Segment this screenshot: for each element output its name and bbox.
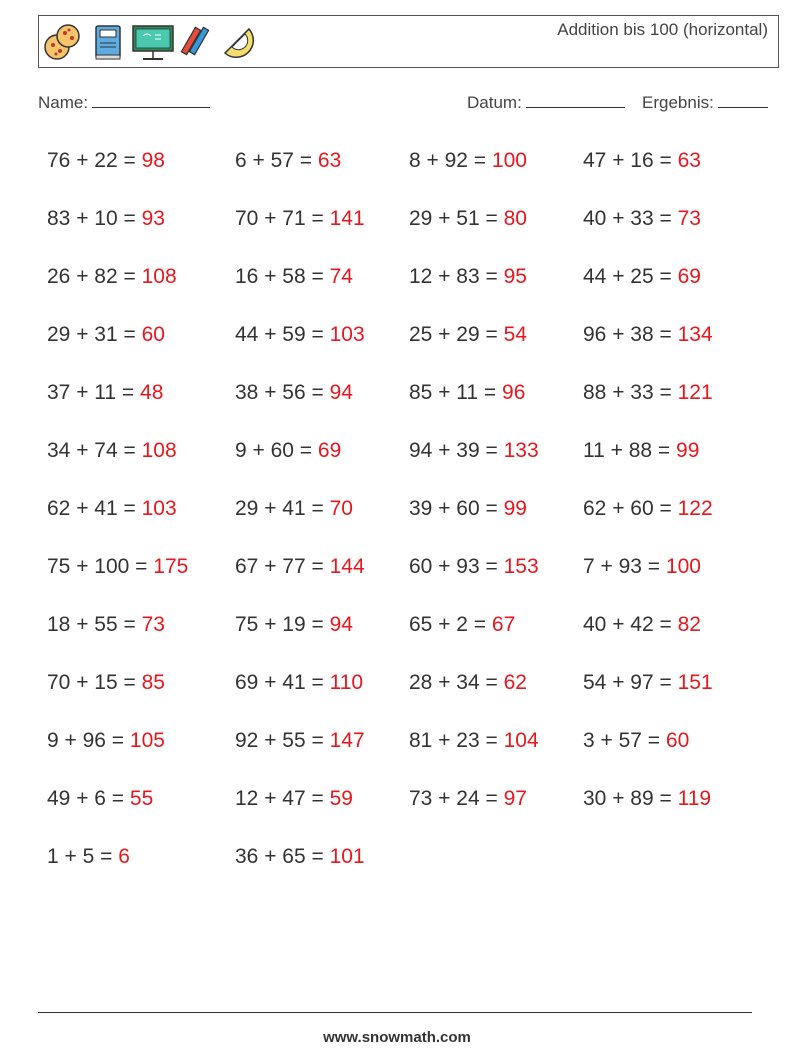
problem-answer: 99 xyxy=(503,497,527,520)
problem-question: 88 + 33 = xyxy=(583,381,678,404)
problem-answer: 100 xyxy=(665,555,701,578)
problem-cell xyxy=(47,671,235,695)
problem-question: 3 + 57 = xyxy=(583,729,666,752)
problem-question: 8 + 92 = xyxy=(409,149,492,172)
problem-answer: 63 xyxy=(677,149,701,172)
problem-answer: 103 xyxy=(329,323,365,346)
worksheet-title: Addition bis 100 (horizontal) xyxy=(557,20,768,39)
problem-answer: 105 xyxy=(129,729,165,752)
problem-cell xyxy=(409,787,583,811)
problem-answer: 62 xyxy=(503,671,527,694)
name-line xyxy=(92,93,210,108)
problem-cell xyxy=(583,381,767,405)
problem-cell xyxy=(235,787,409,811)
problem-row xyxy=(47,190,767,248)
problem-answer: 70 xyxy=(329,497,353,520)
problem-question: 29 + 41 = xyxy=(235,497,330,520)
problem-cell xyxy=(235,149,409,173)
problem-answer: 67 xyxy=(491,613,516,636)
problem-cell xyxy=(235,729,409,753)
problem-question: 62 + 60 = xyxy=(583,497,678,520)
problem-question: 6 + 57 = xyxy=(235,149,318,172)
problem-answer: 151 xyxy=(677,671,713,694)
problem-answer: 73 xyxy=(677,207,701,230)
problem-cell xyxy=(583,555,767,579)
problem-question: 40 + 33 = xyxy=(583,207,678,230)
problem-answer: 153 xyxy=(503,555,539,578)
problem-answer: 108 xyxy=(141,265,177,288)
problem-cell xyxy=(47,787,235,811)
problem-question: 73 + 24 = xyxy=(409,787,504,810)
problem-row xyxy=(47,132,767,190)
problem-question: 92 + 55 = xyxy=(235,729,330,752)
problem-answer: 54 xyxy=(503,323,527,346)
problem-row xyxy=(47,596,767,654)
problem-cell xyxy=(409,555,583,579)
problem-cell xyxy=(583,787,767,811)
problems-grid xyxy=(47,132,767,886)
problem-answer: 93 xyxy=(141,207,165,230)
problem-answer: 119 xyxy=(677,787,712,810)
problem-answer: 55 xyxy=(129,787,154,810)
problem-question: 7 + 93 = xyxy=(583,555,666,578)
problem-question: 62 + 41 = xyxy=(47,497,142,520)
problem-answer: 100 xyxy=(491,149,527,172)
problem-row xyxy=(47,480,767,538)
problem-question: 29 + 31 = xyxy=(47,323,142,346)
problem-cell xyxy=(409,439,583,463)
problem-cell xyxy=(235,439,409,463)
problem-question: 9 + 96 = xyxy=(47,729,130,752)
problem-question: 83 + 10 = xyxy=(47,207,142,230)
problem-cell xyxy=(47,613,235,637)
problem-cell xyxy=(47,149,235,173)
problem-answer: 103 xyxy=(141,497,177,520)
problem-cell xyxy=(409,149,583,173)
problem-cell xyxy=(47,497,235,521)
problem-answer: 147 xyxy=(329,729,365,752)
problem-cell xyxy=(583,207,767,231)
problem-row xyxy=(47,422,767,480)
problem-row xyxy=(47,654,767,712)
problem-question: 70 + 15 = xyxy=(47,671,142,694)
problem-question: 76 + 22 = xyxy=(47,149,142,172)
result-field xyxy=(642,93,768,113)
header-box xyxy=(38,15,779,68)
problem-question: 18 + 55 = xyxy=(47,613,142,636)
problem-answer: 101 xyxy=(329,845,365,868)
problem-cell xyxy=(47,207,235,231)
date-line xyxy=(526,93,625,108)
problem-row xyxy=(47,770,767,828)
problem-cell xyxy=(235,207,409,231)
problem-cell xyxy=(47,555,235,579)
footer-website: www.snowmath.com xyxy=(323,1029,471,1046)
problem-answer: 121 xyxy=(677,381,713,404)
problem-question: 28 + 34 = xyxy=(409,671,504,694)
result-label: Ergebnis: xyxy=(642,93,714,112)
problem-question: 29 + 51 = xyxy=(409,207,504,230)
problem-answer: 94 xyxy=(329,381,353,404)
date-label: Datum: xyxy=(467,93,522,112)
problem-question: 70 + 71 = xyxy=(235,207,330,230)
problem-question: 60 + 93 = xyxy=(409,555,504,578)
problem-row xyxy=(47,248,767,306)
problem-question: 65 + 2 = xyxy=(409,613,492,636)
problem-answer: 60 xyxy=(665,729,690,752)
problem-question: 49 + 6 = xyxy=(47,787,130,810)
problem-cell xyxy=(583,613,767,637)
problem-answer: 97 xyxy=(503,787,527,810)
problem-cell xyxy=(235,497,409,521)
problem-question: 75 + 100 = xyxy=(47,555,154,578)
problem-answer: 110 xyxy=(329,671,364,694)
problem-cell xyxy=(409,671,583,695)
problem-answer: 69 xyxy=(677,265,701,288)
problem-cell xyxy=(409,613,583,637)
problem-question: 9 + 60 = xyxy=(235,439,318,462)
problem-question: 69 + 41 = xyxy=(235,671,330,694)
problem-row xyxy=(47,306,767,364)
problem-row xyxy=(47,712,767,770)
problem-question: 25 + 29 = xyxy=(409,323,504,346)
book-icon xyxy=(87,21,127,63)
problem-row xyxy=(47,828,767,886)
problem-question: 81 + 23 = xyxy=(409,729,504,752)
problem-answer: 63 xyxy=(317,149,342,172)
problem-answer: 60 xyxy=(141,323,165,346)
problem-answer: 122 xyxy=(677,497,713,520)
footer-divider xyxy=(38,1012,752,1013)
result-line xyxy=(718,93,768,108)
chalkboard-icon xyxy=(131,21,171,63)
problem-question: 11 + 88 = xyxy=(583,439,677,462)
problem-question: 96 + 38 = xyxy=(583,323,678,346)
problem-cell xyxy=(409,207,583,231)
problem-cell xyxy=(583,149,767,173)
problem-cell xyxy=(47,439,235,463)
problem-answer: 99 xyxy=(676,439,700,462)
problem-cell xyxy=(47,265,235,289)
problem-question: 40 + 42 = xyxy=(583,613,678,636)
problem-cell xyxy=(47,381,235,405)
problem-cell xyxy=(583,729,767,753)
problem-answer: 94 xyxy=(329,613,353,636)
problem-cell xyxy=(235,555,409,579)
problem-answer: 175 xyxy=(153,555,189,578)
problem-answer: 98 xyxy=(141,149,165,172)
problem-answer: 48 xyxy=(140,381,164,404)
problem-question: 94 + 39 = xyxy=(409,439,504,462)
problem-question: 30 + 89 = xyxy=(583,787,678,810)
problem-question: 16 + 58 = xyxy=(235,265,330,288)
problem-question: 75 + 19 = xyxy=(235,613,330,636)
problem-answer: 141 xyxy=(329,207,365,230)
problem-row xyxy=(47,538,767,596)
problem-answer: 85 xyxy=(141,671,165,694)
problem-question: 37 + 11 = xyxy=(47,381,141,404)
problem-answer: 134 xyxy=(677,323,713,346)
problem-cell xyxy=(409,323,583,347)
problem-cell xyxy=(235,323,409,347)
problem-cell xyxy=(583,497,767,521)
problem-cell xyxy=(235,265,409,289)
name-label: Name: xyxy=(38,93,89,112)
problem-cell xyxy=(235,613,409,637)
problem-answer: 108 xyxy=(141,439,177,462)
problem-question: 44 + 25 = xyxy=(583,265,678,288)
problem-cell xyxy=(409,381,583,405)
problem-question: 12 + 47 = xyxy=(235,787,330,810)
problem-answer: 95 xyxy=(503,265,527,288)
problem-question: 39 + 60 = xyxy=(409,497,504,520)
name-field xyxy=(38,93,210,113)
problem-question: 47 + 16 = xyxy=(583,149,678,172)
problem-answer: 82 xyxy=(677,613,701,636)
problem-question: 26 + 82 = xyxy=(47,265,142,288)
problem-answer: 133 xyxy=(503,439,539,462)
problem-question: 34 + 74 = xyxy=(47,439,142,462)
problem-answer: 69 xyxy=(317,439,342,462)
problem-question: 38 + 56 = xyxy=(235,381,330,404)
pencils-icon xyxy=(175,21,215,63)
problem-question: 44 + 59 = xyxy=(235,323,330,346)
problem-answer: 6 xyxy=(118,845,130,868)
problem-question: 85 + 11 = xyxy=(409,381,503,404)
problem-cell xyxy=(235,845,409,869)
problem-cell xyxy=(409,729,583,753)
problem-cell xyxy=(235,381,409,405)
protractor-icon xyxy=(219,21,259,63)
header-icons xyxy=(43,21,259,63)
problem-cell xyxy=(235,671,409,695)
problem-answer: 80 xyxy=(503,207,527,230)
date-field xyxy=(467,93,625,113)
problem-cell xyxy=(409,497,583,521)
cookies-icon xyxy=(43,21,83,63)
problem-question: 54 + 97 = xyxy=(583,671,678,694)
problem-question: 12 + 83 = xyxy=(409,265,504,288)
problem-question: 1 + 5 = xyxy=(47,845,119,868)
problem-answer: 59 xyxy=(329,787,353,810)
problem-answer: 73 xyxy=(141,613,165,636)
problem-cell xyxy=(583,439,767,463)
problem-cell xyxy=(47,323,235,347)
problem-cell xyxy=(583,323,767,347)
problem-cell xyxy=(583,265,767,289)
problem-answer: 104 xyxy=(503,729,539,752)
problem-row xyxy=(47,364,767,422)
problem-cell xyxy=(583,671,767,695)
problem-cell xyxy=(47,845,235,869)
problem-cell xyxy=(47,729,235,753)
problem-question: 67 + 77 = xyxy=(235,555,330,578)
problem-question: 36 + 65 = xyxy=(235,845,330,868)
problem-answer: 96 xyxy=(502,381,526,404)
problem-answer: 144 xyxy=(329,555,365,578)
problem-cell xyxy=(409,265,583,289)
problem-answer: 74 xyxy=(329,265,353,288)
